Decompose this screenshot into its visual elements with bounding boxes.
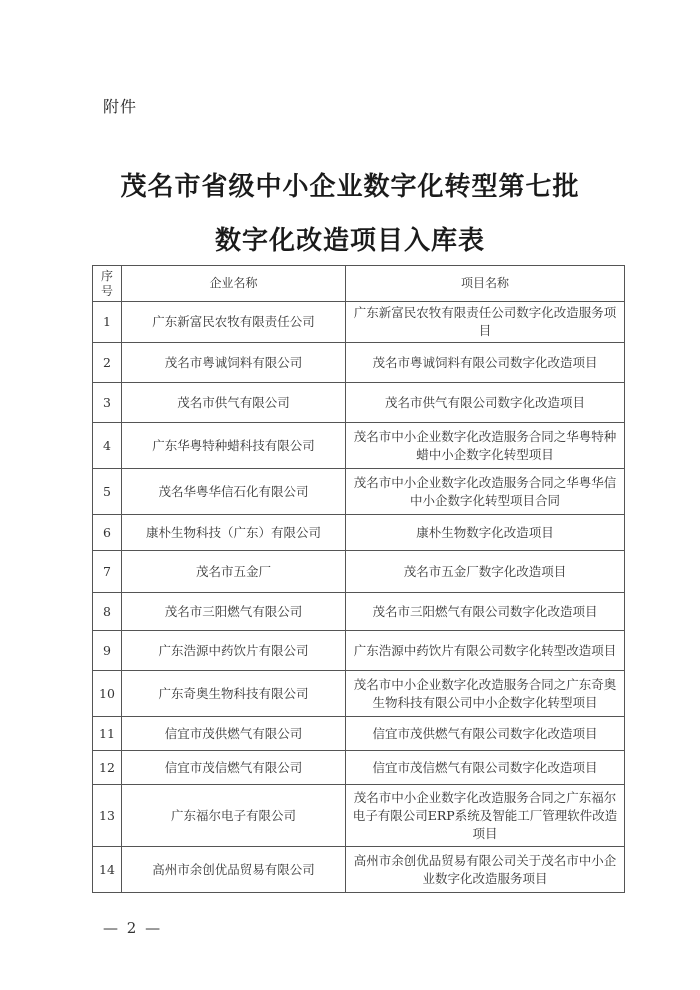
row-seq: 14 [93, 847, 122, 893]
table-row [93, 847, 625, 893]
table-row [93, 717, 625, 751]
row-enterprise: 高州市余创优品贸易有限公司 [122, 847, 346, 893]
row-enterprise: 信宜市茂信燃气有限公司 [122, 751, 346, 785]
table-row [93, 383, 625, 423]
row-project: 茂名市中小企业数字化改造服务合同之华粤华信中小企数字化转型项目合同 [346, 469, 625, 515]
table-row [93, 343, 625, 383]
table-row [93, 302, 625, 343]
table-row [93, 671, 625, 717]
row-seq: 1 [93, 302, 122, 343]
row-project: 广东浩源中药饮片有限公司数字化转型改造项目 [346, 631, 625, 671]
row-enterprise: 茂名市三阳燃气有限公司 [122, 593, 346, 631]
row-project: 信宜市茂供燃气有限公司数字化改造项目 [346, 717, 625, 751]
row-project: 茂名市粤诚饲料有限公司数字化改造项目 [346, 343, 625, 383]
row-enterprise: 广东奇奥生物科技有限公司 [122, 671, 346, 717]
row-enterprise: 茂名市供气有限公司 [122, 383, 346, 423]
row-enterprise: 茂名市五金厂 [122, 551, 346, 593]
project-table [92, 265, 625, 893]
row-seq: 4 [93, 423, 122, 469]
row-seq: 9 [93, 631, 122, 671]
row-project: 信宜市茂信燃气有限公司数字化改造项目 [346, 751, 625, 785]
table-row [93, 551, 625, 593]
row-seq: 5 [93, 469, 122, 515]
row-enterprise: 康朴生物科技（广东）有限公司 [122, 515, 346, 551]
row-seq: 7 [93, 551, 122, 593]
header-seq: 序号 [93, 266, 122, 302]
row-enterprise: 广东浩源中药饮片有限公司 [122, 631, 346, 671]
row-seq: 8 [93, 593, 122, 631]
row-enterprise: 信宜市茂供燃气有限公司 [122, 717, 346, 751]
row-seq: 10 [93, 671, 122, 717]
row-enterprise: 广东新富民农牧有限责任公司 [122, 302, 346, 343]
row-project: 茂名市中小企业数字化改造服务合同之广东福尔电子有限公司ERP系统及智能工厂管理软件改造项目 [346, 785, 625, 847]
row-project: 康朴生物数字化改造项目 [346, 515, 625, 551]
row-enterprise: 茂名市粤诚饲料有限公司 [122, 343, 346, 383]
table-header-row [93, 266, 625, 302]
row-seq: 13 [93, 785, 122, 847]
table-row [93, 593, 625, 631]
row-seq: 2 [93, 343, 122, 383]
row-seq: 6 [93, 515, 122, 551]
row-seq: 11 [93, 717, 122, 751]
table-row [93, 469, 625, 515]
row-project: 茂名市中小企业数字化改造服务合同之广东奇奥生物科技有限公司中小企数字化转型项目 [346, 671, 625, 717]
row-enterprise: 广东福尔电子有限公司 [122, 785, 346, 847]
header-project: 项目名称 [346, 266, 625, 302]
row-project: 广东新富民农牧有限责任公司数字化改造服务项目 [346, 302, 625, 343]
row-project: 茂名市供气有限公司数字化改造项目 [346, 383, 625, 423]
table-row [93, 631, 625, 671]
row-project: 茂名市中小企业数字化改造服务合同之华粤特种蜡中小企数字化转型项目 [346, 423, 625, 469]
document-title-line1: 茂名市省级中小企业数字化转型第七批 [120, 172, 580, 202]
attachment-label: 附件 [103, 97, 138, 116]
row-enterprise: 广东华粤特种蜡科技有限公司 [122, 423, 346, 469]
row-project: 茂名市三阳燃气有限公司数字化改造项目 [346, 593, 625, 631]
table-row [93, 423, 625, 469]
document-title-line2: 数字化改造项目入库表 [214, 226, 485, 256]
row-project: 高州市余创优品贸易有限公司关于茂名市中小企业数字化改造服务项目 [346, 847, 625, 893]
row-seq: 12 [93, 751, 122, 785]
page-number: — 2 — [103, 919, 163, 937]
row-seq: 3 [93, 383, 122, 423]
table-row [93, 785, 625, 847]
row-enterprise: 茂名华粤华信石化有限公司 [122, 469, 346, 515]
header-enterprise: 企业名称 [122, 266, 346, 302]
table-row [93, 751, 625, 785]
row-project: 茂名市五金厂数字化改造项目 [346, 551, 625, 593]
table-row [93, 515, 625, 551]
